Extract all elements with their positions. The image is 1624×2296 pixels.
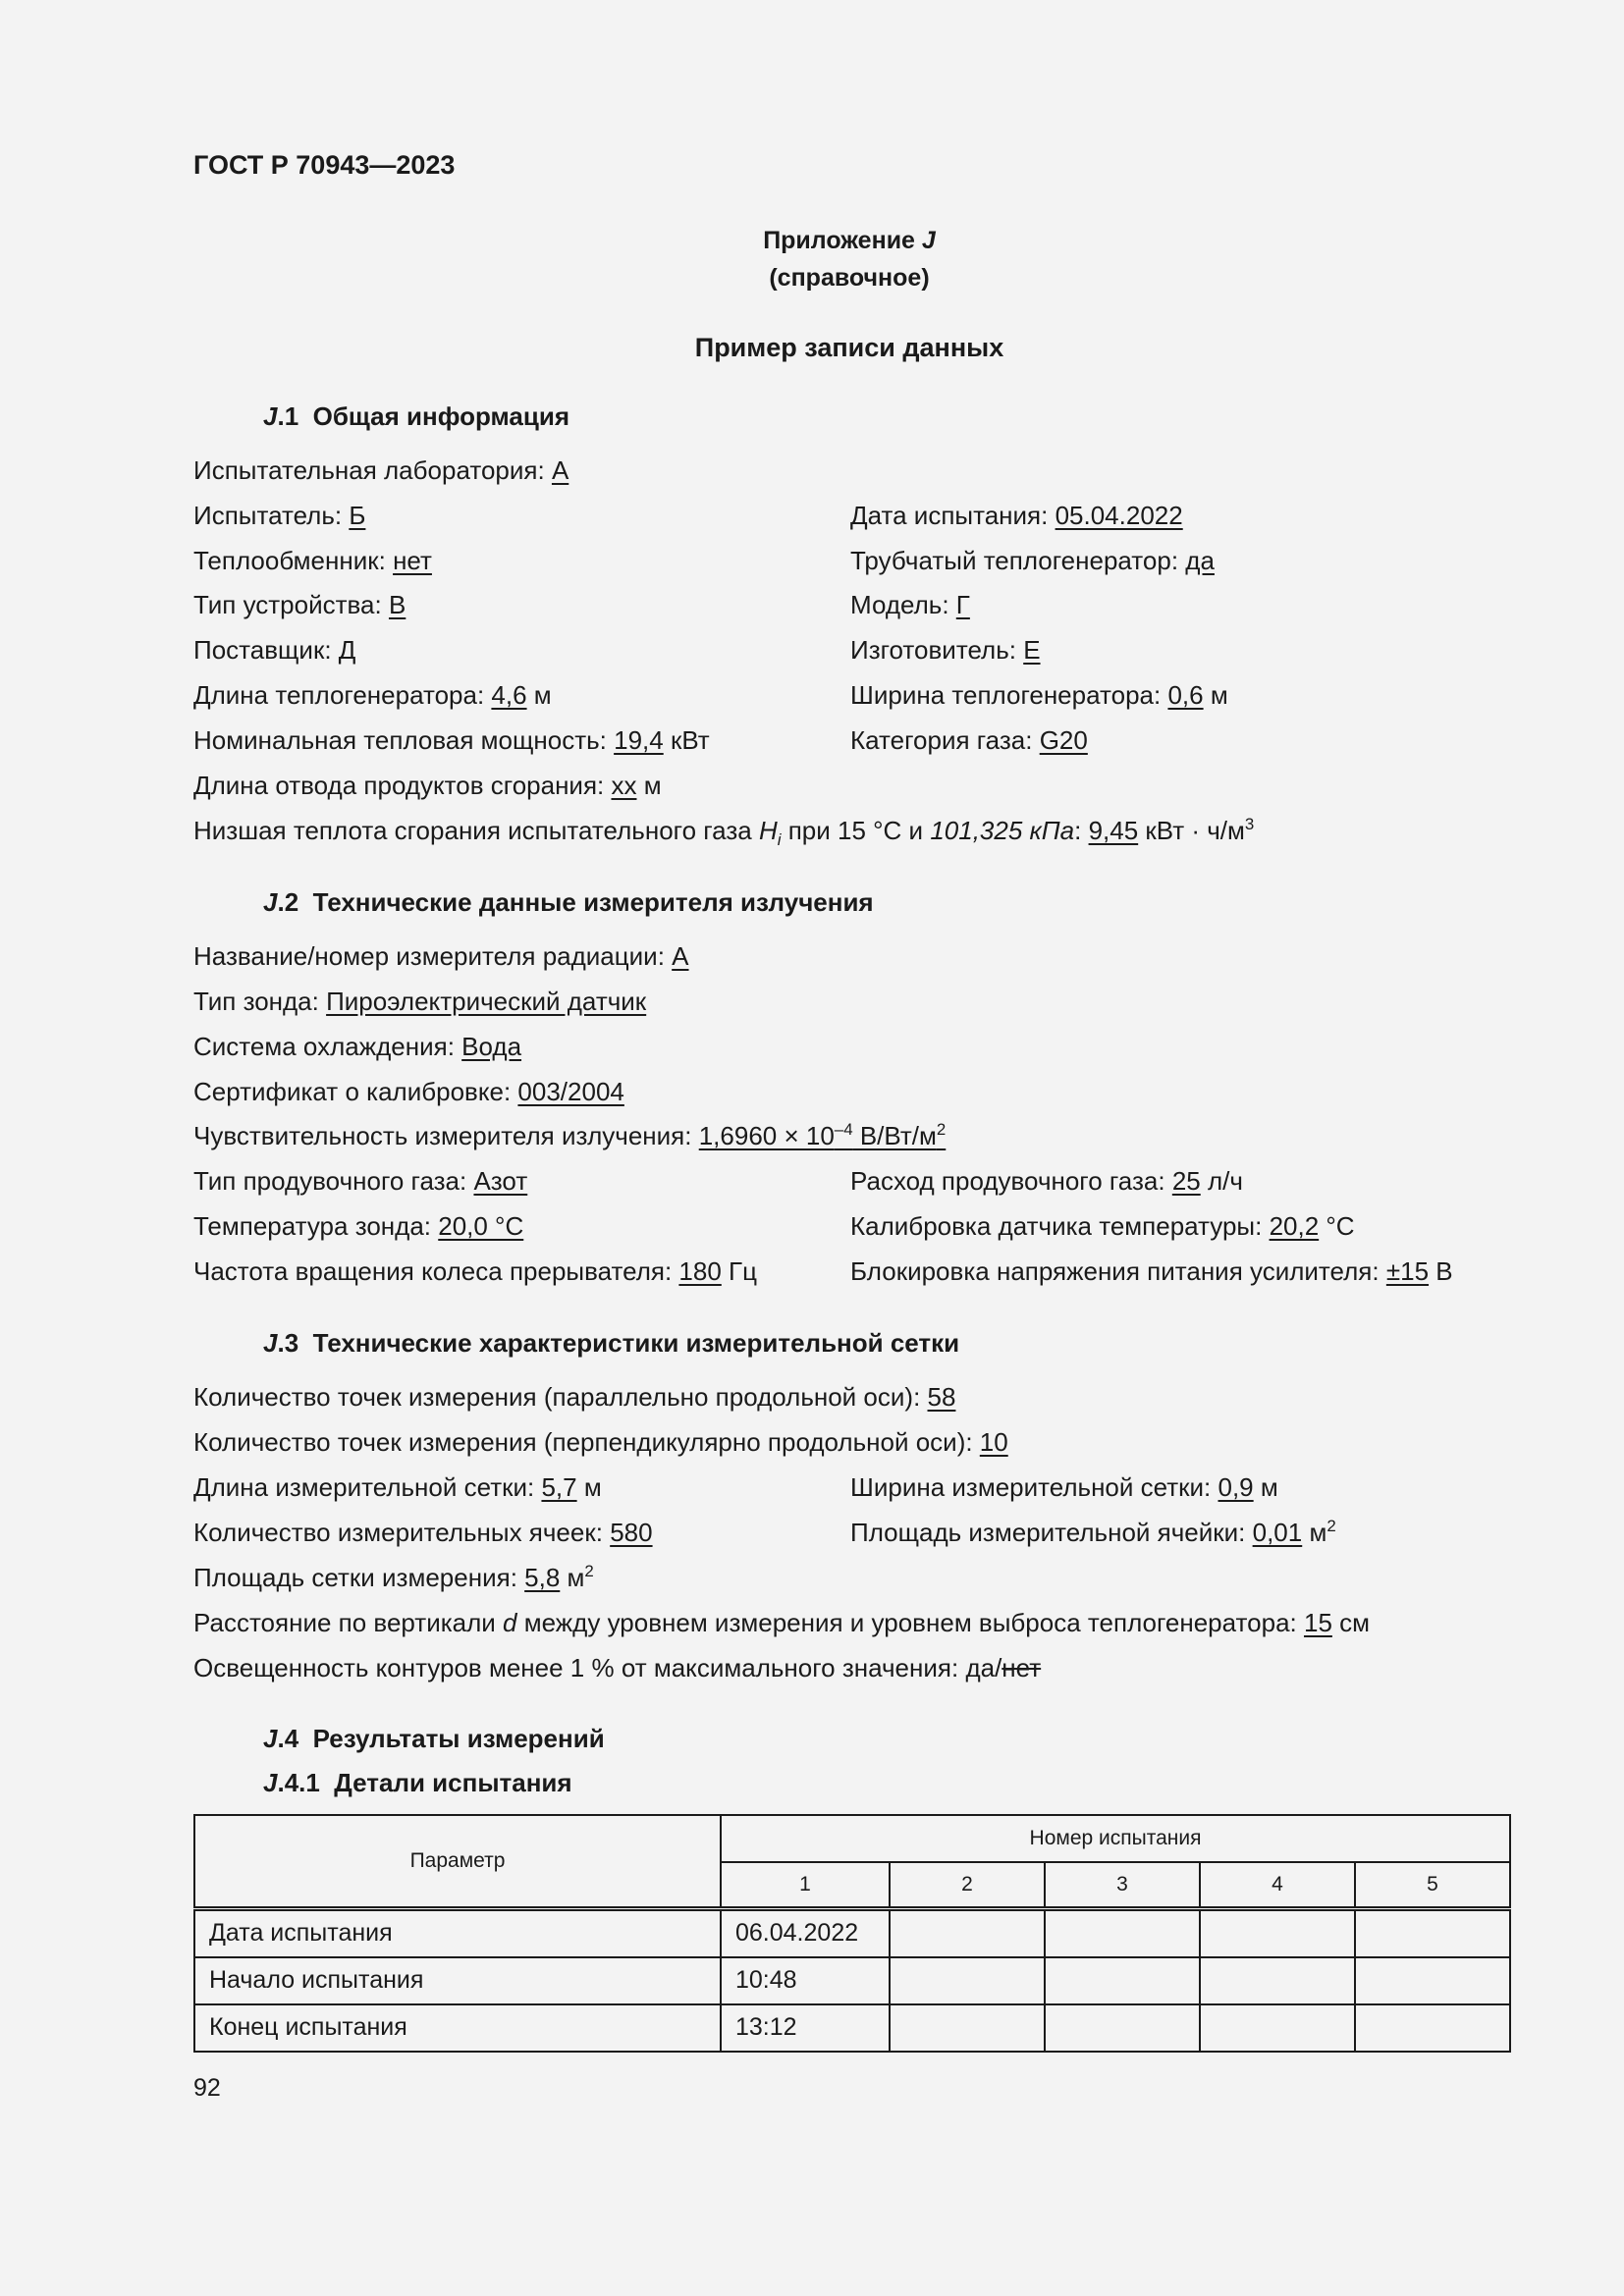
field-value: да — [1185, 546, 1215, 575]
section-heading-j2 — [263, 886, 874, 919]
field-label: Сертификат о калибровке: — [193, 1077, 518, 1106]
table-cell: 06.04.2022 — [721, 1909, 890, 1958]
table-column-header: 1 — [721, 1862, 890, 1909]
section-number: .2 — [277, 887, 299, 917]
field-label: между уровнем измерения и уровнем выброса теплогенератора: — [516, 1608, 1304, 1637]
field-model — [850, 589, 970, 621]
section-heading-j1 — [263, 400, 569, 433]
annex-letter: J — [921, 227, 936, 254]
field-unit: м — [560, 1563, 585, 1592]
field-value: 0,01 — [1252, 1518, 1303, 1547]
field-unit: кВт · ч/м — [1138, 816, 1245, 845]
section-title: Результаты измерений — [312, 1724, 605, 1753]
field-label: Длина теплогенератора: — [193, 680, 492, 710]
row-label: Начало испытания — [194, 1957, 721, 2004]
field-label: Температура зонда: — [193, 1211, 439, 1241]
field-value: 20,0 °С — [438, 1211, 524, 1241]
field-contour-illumination — [193, 1652, 1041, 1684]
field-unit: кВт — [663, 725, 710, 755]
field-label: Освещенность контуров менее 1 % от максимального значения: — [193, 1653, 966, 1682]
field-value: 5,7 — [541, 1472, 577, 1502]
option-yes: да/ — [965, 1653, 1002, 1682]
field-value: 19,4 — [614, 725, 664, 755]
pressure-condition: 101,325 кПа — [930, 816, 1075, 845]
section-number: .1 — [277, 401, 299, 431]
field-calibration-cert — [193, 1076, 624, 1108]
field-label: Изготовитель: — [850, 635, 1024, 665]
field-value: 5,8 — [524, 1563, 561, 1592]
section-number: .4 — [277, 1724, 299, 1753]
field-value: 580 — [610, 1518, 653, 1547]
symbol-subscript: i — [777, 829, 782, 849]
option-no-struck: нет — [1001, 1653, 1042, 1682]
table-cell — [1200, 1909, 1355, 1958]
field-label: Длина отвода продуктов сгорания: — [193, 771, 612, 800]
field-label: Испытательная лаборатория: — [193, 455, 552, 485]
field-test-date — [850, 500, 1183, 532]
separator: : — [1074, 816, 1089, 845]
field-value: В — [388, 590, 406, 619]
section-letter: J — [263, 1768, 278, 1797]
section-heading-j4 — [263, 1723, 605, 1755]
table-cell — [1200, 1957, 1355, 2004]
subsection-heading-j41 — [263, 1767, 572, 1799]
field-value: 05.04.2022 — [1055, 501, 1183, 530]
table-cell — [1045, 1909, 1200, 1958]
field-label: Частота вращения колеса прерывателя: — [193, 1256, 679, 1286]
field-heat-exchanger — [193, 545, 432, 577]
field-gas-category — [850, 724, 1088, 757]
table-column-header: 2 — [890, 1862, 1045, 1909]
field-value: 0,9 — [1218, 1472, 1254, 1502]
field-value: нет — [393, 546, 432, 575]
field-points-perpendicular — [193, 1426, 1008, 1459]
field-unit: В — [1429, 1256, 1453, 1286]
field-label: Теплообменник: — [193, 546, 394, 575]
unit-superscript: 2 — [936, 1119, 947, 1139]
field-purge-gas — [193, 1165, 527, 1198]
field-value: 15 — [1303, 1608, 1332, 1637]
field-value: Б — [349, 501, 366, 530]
section-title: Технические данные измерителя излучения — [312, 887, 874, 917]
field-tester — [193, 500, 365, 532]
field-label: Номинальная тепловая мощность: — [193, 725, 615, 755]
table-header-test-number: Номер испытания — [721, 1815, 1510, 1862]
section-letter: J — [263, 1724, 278, 1753]
annex-main-title: Пример записи данных — [694, 333, 1004, 362]
section-title: Общая информация — [312, 401, 570, 431]
field-value: 9,45 — [1088, 816, 1139, 845]
field-label: при 15 °С и — [781, 816, 931, 845]
table-cell — [1355, 1957, 1510, 2004]
field-label: Чувствительность измерителя излучения: — [193, 1121, 699, 1150]
table-cell — [1200, 2004, 1355, 2052]
section-letter: J — [263, 887, 278, 917]
field-unit: м — [576, 1472, 602, 1502]
field-amplifier-voltage — [850, 1255, 1453, 1288]
field-temp-calibration — [850, 1210, 1355, 1243]
table-column-header: 5 — [1355, 1862, 1510, 1909]
field-label: Категория газа: — [850, 725, 1040, 755]
field-label: Калибровка датчика температуры: — [850, 1211, 1270, 1241]
annex-status: (справочное) — [769, 264, 930, 292]
field-label: Низшая теплота сгорания испытательного газа — [193, 816, 759, 845]
field-unit: см — [1331, 1608, 1371, 1637]
field-value: 180 — [678, 1256, 722, 1286]
unit-superscript: 2 — [1326, 1516, 1336, 1535]
field-grid-width — [850, 1471, 1278, 1504]
document-code: ГОСТ Р 70943—2023 — [193, 150, 456, 180]
field-unit: м — [1253, 1472, 1278, 1502]
field-unit: м — [1302, 1518, 1327, 1547]
field-value: Г — [955, 590, 970, 619]
field-label: Поставщик: — [193, 635, 339, 665]
field-label: Испытатель: — [193, 501, 350, 530]
field-value: Азот — [473, 1166, 528, 1196]
table-cell — [1045, 1957, 1200, 2004]
field-label: Блокировка напряжения питания усилителя: — [850, 1256, 1386, 1286]
field-label: Количество точек измерения (параллельно продольной оси): — [193, 1382, 928, 1412]
table-cell — [890, 1909, 1045, 1958]
field-cooling — [193, 1031, 521, 1063]
field-value: 20,2 — [1269, 1211, 1320, 1241]
field-probe-temperature — [193, 1210, 523, 1243]
annex-title — [0, 226, 1624, 256]
table-cell — [1045, 2004, 1200, 2052]
table-cell — [890, 1957, 1045, 2004]
field-label: Расстояние по вертикали — [193, 1608, 504, 1637]
field-chopper-frequency — [193, 1255, 757, 1288]
field-value: Вода — [461, 1032, 522, 1061]
field-heater-length — [193, 679, 552, 712]
row-label: Конец испытания — [194, 2004, 721, 2052]
field-unit: л/ч — [1200, 1166, 1243, 1196]
field-rated-power — [193, 724, 710, 757]
field-unit: м — [1203, 680, 1228, 710]
field-grid-area — [193, 1562, 594, 1594]
field-label: Ширина теплогенератора: — [850, 680, 1168, 710]
section-letter: J — [263, 1328, 278, 1358]
table-cell: 10:48 — [721, 1957, 890, 2004]
symbol: H — [758, 816, 778, 845]
field-label: Трубчатый теплогенератор: — [850, 546, 1186, 575]
field-value: хх — [611, 771, 637, 800]
field-value: Е — [1023, 635, 1041, 665]
annex-prefix: Приложение — [763, 227, 922, 254]
field-value: 10 — [979, 1427, 1008, 1457]
field-value: 0,6 — [1167, 680, 1204, 710]
field-value: 25 — [1171, 1166, 1201, 1196]
field-label: Количество точек измерения (перпендикулярно продольной оси): — [193, 1427, 980, 1457]
field-label: Тип зонда: — [193, 987, 327, 1016]
field-value: ±15 — [1385, 1256, 1430, 1286]
field-grid-length — [193, 1471, 602, 1504]
section-number: .3 — [277, 1328, 299, 1358]
field-unit: Гц — [721, 1256, 757, 1286]
unit-superscript: 2 — [584, 1561, 594, 1580]
field-supplier — [193, 634, 355, 667]
page-number: 92 — [193, 2074, 221, 2102]
field-label: Расход продувочного газа: — [850, 1166, 1172, 1196]
table-cell — [890, 2004, 1045, 2052]
field-value: G20 — [1039, 725, 1088, 755]
table-column-header: 4 — [1200, 1862, 1355, 1909]
field-label: Система охлаждения: — [193, 1032, 462, 1061]
section-letter: J — [263, 401, 278, 431]
field-unit: м — [636, 771, 662, 800]
table-column-header: 3 — [1045, 1862, 1200, 1909]
section-heading-j3 — [263, 1327, 959, 1360]
unit-superscript: 3 — [1244, 814, 1255, 833]
field-label: Модель: — [850, 590, 956, 619]
field-heater-width — [850, 679, 1228, 712]
field-value: Д — [338, 635, 356, 665]
field-cell-count — [193, 1517, 653, 1549]
table-cell — [1355, 1909, 1510, 1958]
field-unit: м — [526, 680, 552, 710]
field-value: 58 — [927, 1382, 956, 1412]
field-value — [699, 1121, 947, 1150]
field-label: Название/номер измерителя радиации: — [193, 941, 673, 971]
row-label: Дата испытания — [194, 1909, 721, 1958]
field-value: 4,6 — [491, 680, 527, 710]
field-lower-heating-value — [193, 815, 1254, 847]
section-title: Технические характеристики измерительной сетки — [312, 1328, 960, 1358]
field-tube-heater — [850, 545, 1215, 577]
field-manufacturer — [850, 634, 1041, 667]
table-header-parameter: Параметр — [194, 1815, 721, 1909]
field-value: Пироэлектрический датчик — [326, 987, 647, 1016]
symbol: d — [503, 1608, 517, 1637]
field-lab — [193, 454, 568, 487]
table-row — [194, 1957, 1510, 2004]
section-number: .4.1 — [277, 1768, 320, 1797]
field-probe-type — [193, 986, 646, 1018]
field-purge-flow — [850, 1165, 1243, 1198]
field-device-type — [193, 589, 406, 621]
field-flue-length — [193, 770, 662, 802]
field-label: Площадь измерительной ячейки: — [850, 1518, 1253, 1547]
field-meter-name — [193, 940, 689, 973]
field-points-parallel — [193, 1381, 955, 1414]
field-unit: °С — [1319, 1211, 1355, 1241]
sensitivity-mantissa: 1,6960 × 10 — [698, 1121, 835, 1150]
field-label: Ширина измерительной сетки: — [850, 1472, 1218, 1502]
field-value: А — [672, 941, 689, 971]
table-row — [194, 1909, 1510, 1958]
field-sensitivity — [193, 1120, 946, 1152]
sensitivity-exponent: –4 — [834, 1119, 853, 1139]
field-unit: В/Вт/м — [852, 1121, 937, 1150]
field-label: Площадь сетки измерения: — [193, 1563, 525, 1592]
section-title: Детали испытания — [334, 1768, 572, 1797]
field-label: Количество измерительных ячеек: — [193, 1518, 611, 1547]
test-details-table — [193, 1814, 1511, 2053]
field-vertical-distance — [193, 1607, 1370, 1639]
field-cell-area — [850, 1517, 1336, 1549]
field-value: А — [551, 455, 569, 485]
field-label: Длина измерительной сетки: — [193, 1472, 542, 1502]
table-row — [194, 2004, 1510, 2052]
table-cell: 13:12 — [721, 2004, 890, 2052]
field-label: Дата испытания: — [850, 501, 1056, 530]
table-cell — [1355, 2004, 1510, 2052]
field-value: 003/2004 — [517, 1077, 624, 1106]
field-label: Тип устройства: — [193, 590, 389, 619]
field-label: Тип продувочного газа: — [193, 1166, 474, 1196]
